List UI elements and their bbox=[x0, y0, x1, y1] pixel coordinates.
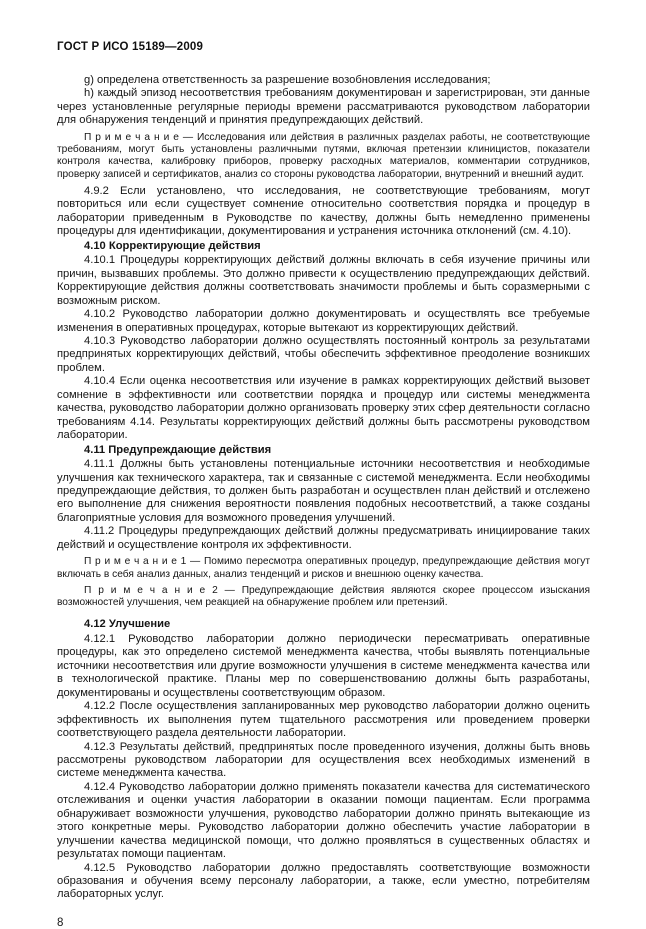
clause-4-10-1: 4.10.1 Процедуры корректирующих действий должны включать в себя изучение причины или причин, вызвавших проблемы. Это должно привести к осуществлению предупреждающих действий. Корректирующие действия должны соответствовать значимости проблемы и быть соразмерными с возможным риском. bbox=[57, 254, 590, 307]
section-heading-4-11: 4.11 Предупреждающие действия bbox=[84, 443, 272, 456]
note-1-paragraph: П р и м е ч а н и е 1 — Помимо пересмотра оперативных процедур, предупреждающие действия могут включать в себя анализ данных, анализ тенденций и рисков и внешнюю оценку качества. bbox=[57, 556, 590, 580]
note-paragraph: П р и м е ч а н и е — Исследования или действия в различных разделах работы, не соответствующие требованиям, могут быть установлены различными путями, включая претензии клиницистов, показатели контроля качества, калибровку приборов, проверку расходных материалов, комментарии сотрудников, проверку записей и сертификатов, анализ со стороны руководства лаборатории, внутренний и внешний аудит. bbox=[57, 131, 590, 180]
clause-4-12-5: 4.12.5 Руководство лаборатории должно предоставлять соответствующие возможности образования и обучения всему персоналу лаборатории, а также, если уместно, потребителям лабораторных услуг. bbox=[57, 861, 590, 901]
clause-4-10-3: 4.10.3 Руководство лаборатории должно осуществлять постоянный контроль за результатами предпринятых корректирующих действий, чтобы обеспечить эффективное преодоление возникших проблем. bbox=[57, 334, 590, 374]
clause-4-11-1: 4.11.1 Должны быть установлены потенциальные источники несоответствия и необходимые улучшения как технического характера, так и связанные с системой менеджмента. Если необходимы предупреждающие действия, то должен быть разработан и осуществлен план действий и отслежено его выполнение для снижения вероятности появления подобных несоответствий, а также созданы благоприятные условия для возможного проведения улучшений. bbox=[57, 458, 590, 524]
clause-4-12-2: 4.12.2 После осуществления запланированных мер руководство лаборатории должно оценить эффективность их выполнения путем тщательного рассмотрения или проведением проверки соответствующего раздела деятельности лаборатории. bbox=[57, 700, 590, 740]
note-2-paragraph: П р и м е ч а н и е 2 — Предупреждающие действия являются скорее процессом изыскания возможностей улучшения, чем реакцией на обнаружение проблем или претензий. bbox=[57, 584, 590, 609]
page-number: 8 bbox=[57, 916, 64, 929]
list-item-g: g) определена ответственность за разрешение возобновления исследования; bbox=[84, 74, 491, 86]
clause-4-11-2: 4.11.2 Процедуры предупреждающих действий должны предусматривать инициирование таких действий и осуществление контроля их эффективности. bbox=[57, 525, 590, 551]
clause-4-12-3: 4.12.3 Результаты действий, предпринятых после проведенного изучения, должны быть вновь рассмотрены руководством лаборатории для осуществления всех необходимых изменений в системе менеджмента качества. bbox=[57, 740, 590, 780]
section-heading-4-12: 4.12 Улучшение bbox=[84, 618, 171, 631]
clause-4-12-1: 4.12.1 Руководство лаборатории должно периодически пересматривать оперативные процедуры, как это определено системой менеджмента качества, чтобы выявлять потенциальные источники несоответствия или другие возможности улучшения в системе менеджмента качества или в технологической практике. Планы мер по совершенствованию должны быть разработаны, документированы и осуществлены соответствующим образом. bbox=[57, 632, 590, 699]
clause-4-10-4: 4.10.4 Если оценка несоответствия или изучение в рамках корректирующих действий вызовет сомнение в эффективности или соответствии порядка и процедур или системы менеджмента качества, руководство лаборатории должно организовать проверку этих сфер деятельности согласно требованиям 4.14. Результаты корректирующих действий должны быть рассмотрены руководством лаборатории. bbox=[57, 375, 590, 442]
clause-4-9-2: 4.9.2 Если установлено, что исследования, не соответствующие требованиям, могут повториться или если существует сомнение относительно соответствия порядка и процедур в лаборатории приведенным в Руководстве по качеству, должны быть немедленно применены процедуры для идентификации, документирования и устранения источника отклонений (см. 4.10). bbox=[57, 185, 590, 238]
standard-designation-header: ГОСТ Р ИСО 15189—2009 bbox=[57, 41, 204, 53]
clause-4-10-2: 4.10.2 Руководство лаборатории должно документировать и осуществлять все требуемые изменения в оперативных процедурах, которые вытекают из корректирующих действий. bbox=[57, 308, 590, 334]
document-body bbox=[57, 74, 590, 902]
section-heading-4-10: 4.10 Корректирующие действия bbox=[84, 239, 261, 252]
clause-4-12-4: 4.12.4 Руководство лаборатории должно применять показатели качества для систематического отслеживания и оценки участия лаборатории в оказании помощи пациентам. Если программа обнаруживает возможности улучшения, руководство лаборатории должно принять вытекающие из этого конкретные меры. Руководство лаборатории должно обеспечить участие лаборатории в улучшении качества медицинской помощи, что должно проявляться в существенных областях и результатах помощи пациентам. bbox=[57, 780, 590, 861]
list-item-h: h) каждый эпизод несоответствия требованиям документирован и зарегистрирован, эти данные через установленные регулярные периоды времени рассматриваются руководством лаборатории для обнаружения тенденций и принятия предупреждающих действий. bbox=[57, 87, 590, 127]
